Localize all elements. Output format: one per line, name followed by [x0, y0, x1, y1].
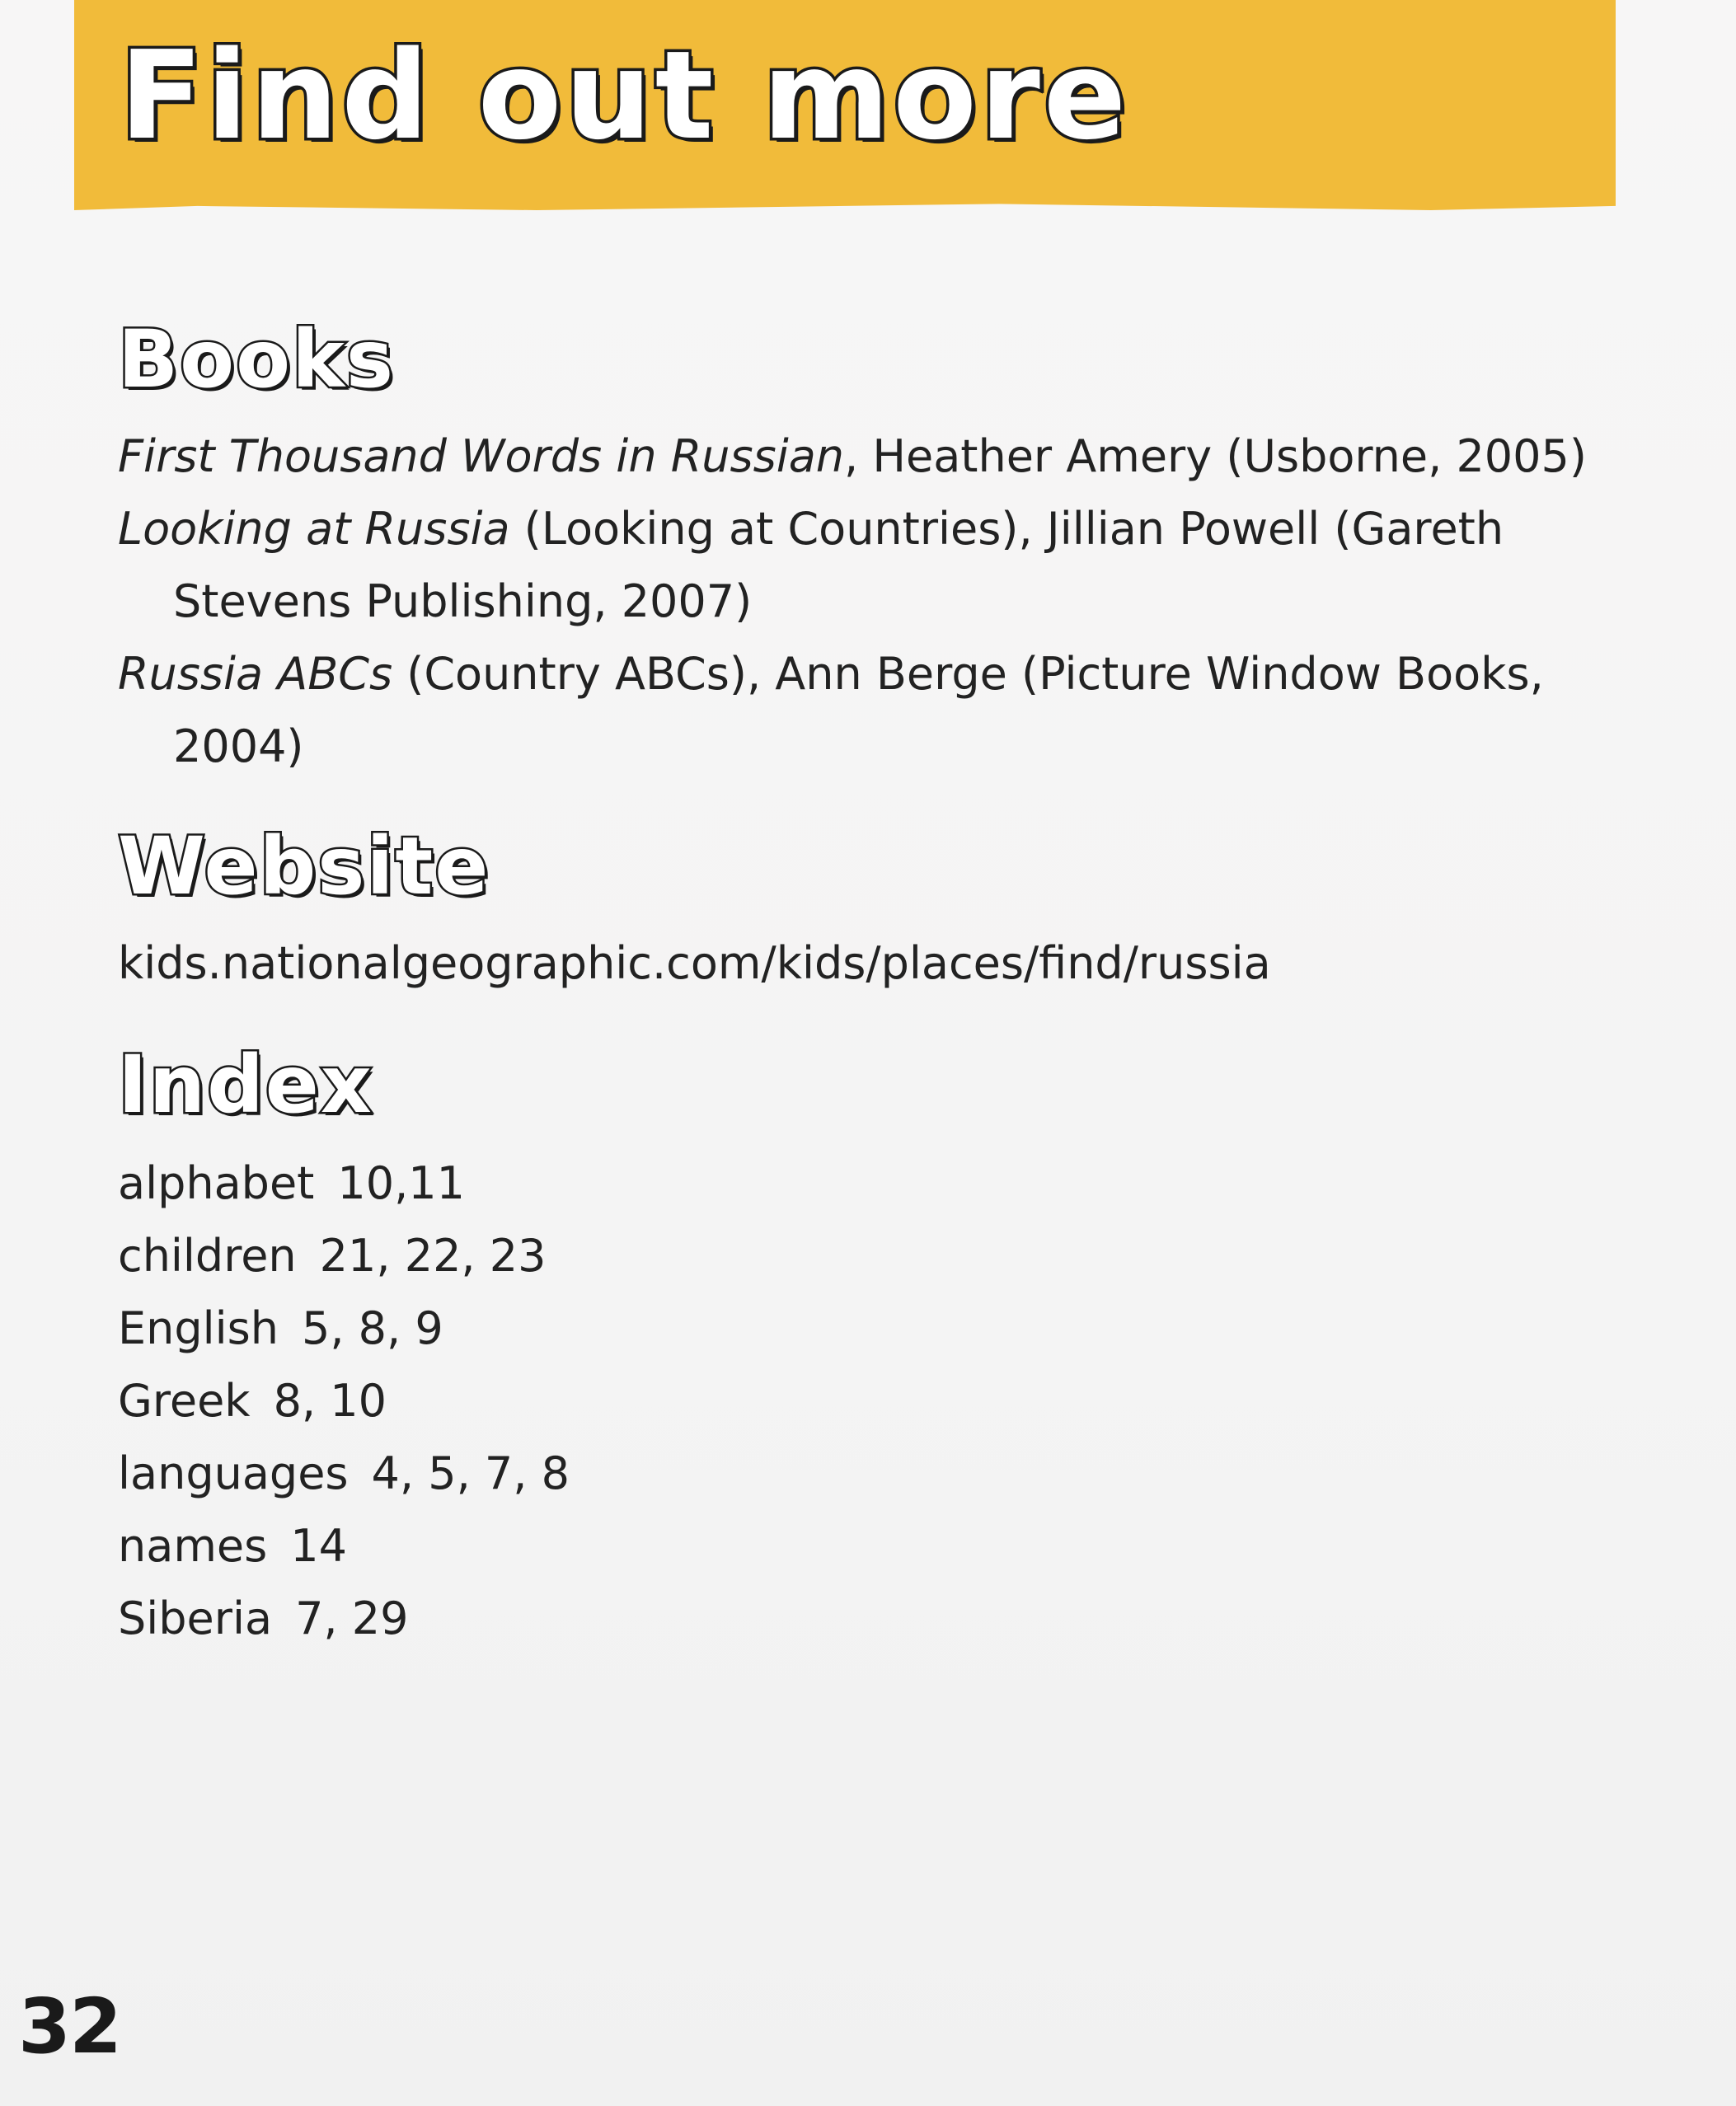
index-pages: 14 [290, 1520, 347, 1572]
index-term: names [118, 1520, 268, 1572]
page-title: Find out more [120, 25, 1130, 167]
index-list [118, 1147, 570, 1655]
page-number: 32 [18, 1982, 121, 2071]
index-term: Greek [118, 1375, 251, 1427]
index-pages: 5, 8, 9 [302, 1302, 443, 1354]
website-heading: Website [118, 820, 490, 912]
book-details: (Looking at Countries), Jillian Powell (Gareth Stevens Publishing, 2007) [173, 503, 1504, 627]
book-details: , Heather Amery (Usborne, 2005) [844, 430, 1587, 482]
book-title: Russia ABCs [118, 648, 393, 700]
index-entry [118, 1365, 570, 1438]
book-list [118, 420, 1618, 783]
index-entry [118, 1438, 570, 1510]
index-entry [118, 1583, 570, 1655]
index-entry [118, 1147, 570, 1220]
index-term: languages [118, 1447, 349, 1499]
book-title: First Thousand Words in Russian [118, 430, 845, 482]
index-pages: 7, 29 [295, 1592, 409, 1644]
book-details: (Country ABCs), Ann Berge (Picture Window Books, 2004) [173, 648, 1544, 772]
book-title: Looking at Russia [118, 503, 510, 555]
index-entry [118, 1220, 570, 1292]
books-heading: Books [118, 313, 396, 406]
index-pages: 8, 10 [273, 1375, 387, 1427]
index-term: English [118, 1302, 279, 1354]
index-pages: 21, 22, 23 [319, 1230, 547, 1282]
index-term: alphabet [118, 1157, 315, 1209]
book-item [118, 420, 1618, 493]
index-pages: 10,11 [337, 1157, 465, 1209]
index-entry [118, 1510, 570, 1583]
index-heading: Index [118, 1039, 373, 1131]
index-pages: 4, 5, 7, 8 [371, 1447, 570, 1499]
index-term: Siberia [118, 1592, 273, 1644]
book-item [118, 638, 1618, 783]
website-url: kids.nationalgeographic.com/kids/places/find/russia [118, 937, 1271, 989]
index-entry [118, 1292, 570, 1365]
index-term: children [118, 1230, 297, 1282]
book-item [118, 493, 1618, 638]
